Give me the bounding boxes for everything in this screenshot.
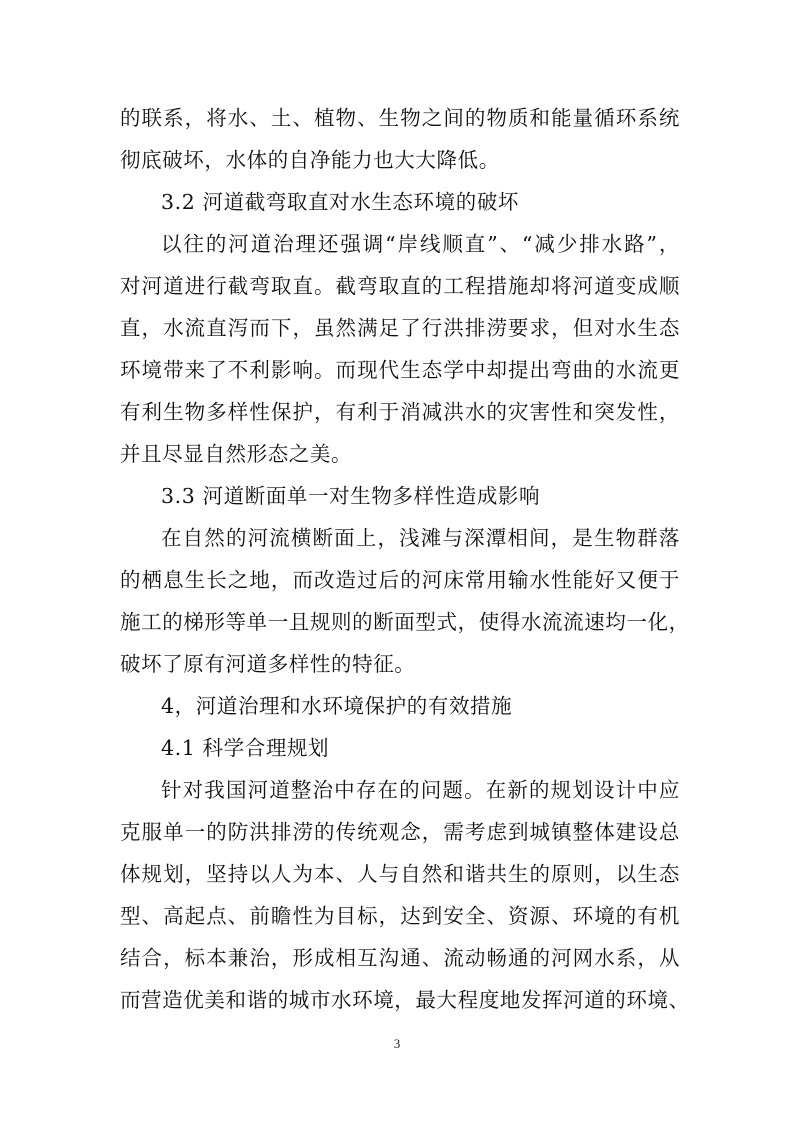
section-heading: 4，河道治理和水环境保护的有效措施	[161, 694, 513, 718]
paragraph-line: 破坏了原有河道多样性的特征。	[120, 652, 416, 676]
paragraph-line: 而营造优美和谐的城市水环境，最大程度地发挥河道的环境、	[120, 988, 690, 1012]
paragraph-line: 克服单一的防洪排涝的传统观念，需考虑到城镇整体建设总	[120, 820, 680, 844]
section-heading: 3.3 河道断面单一对生物多样性造成影响	[161, 484, 541, 508]
paragraph-line: 彻底破坏，水体的自净能力也大大降低。	[120, 148, 500, 172]
paragraph-line: 施工的梯形等单一且规则的断面型式，使得水流流速均一化，	[120, 610, 690, 634]
paragraph-line: 的栖息生长之地，而改造过后的河床常用输水性能好又便于	[120, 568, 680, 592]
paragraph-line: 有利生物多样性保护，有利于消减洪水的灾害性和突发性，	[120, 400, 680, 424]
paragraph-line: 在自然的河流横断面上，浅滩与深潭相间，是生物群落	[161, 526, 680, 550]
paragraph-line: 型、高起点、前瞻性为目标，达到安全、资源、环境的有机	[120, 904, 680, 928]
paragraph-line: 并且尽显自然形态之美。	[120, 442, 353, 466]
paragraph-line: 对河道进行截弯取直。截弯取直的工程措施却将河道变成顺	[120, 274, 680, 298]
paragraph-line: 直，水流直泻而下，虽然满足了行洪排涝要求，但对水生态	[120, 316, 680, 340]
paragraph-line: 的联系，将水、土、植物、生物之间的物质和能量循环系统	[120, 106, 680, 130]
paragraph-line: 体规划，坚持以人为本、人与自然和谐共生的原则，以生态	[120, 862, 680, 886]
page-number: 3	[393, 1036, 401, 1051]
subsection-heading: 4.1 科学合理规划	[161, 736, 330, 760]
paragraph-line: 以往的河道治理还强调“岸线顺直”、“减少排水路”，	[161, 232, 680, 256]
paragraph-line: 针对我国河道整治中存在的问题。在新的规划设计中应	[161, 778, 680, 802]
paragraph-line: 环境带来了不利影响。而现代生态学中却提出弯曲的水流更	[120, 358, 680, 382]
section-heading: 3.2 河道截弯取直对水生态环境的破坏	[161, 190, 520, 214]
paragraph-line: 结合，标本兼治，形成相互沟通、流动畅通的河网水系，从	[120, 946, 680, 970]
